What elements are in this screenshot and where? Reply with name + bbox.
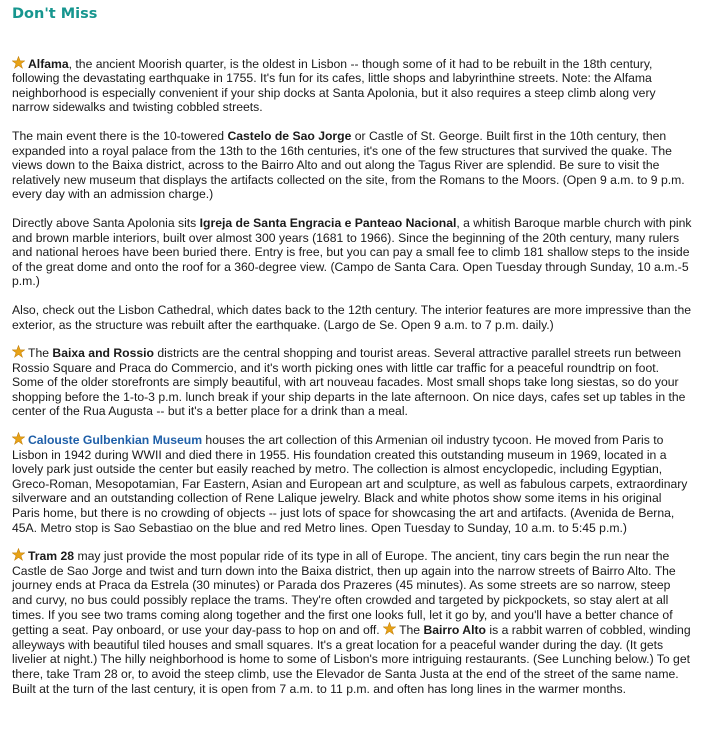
- star-icon: [12, 345, 25, 358]
- tram-paragraph: [12, 548, 692, 696]
- gulbenkian-text: houses the art collection of this Armenian oil industry tycoon. He moved from Paris to Lisbon in 1942 during WWII and died there in 1955. His foundation created this outstanding museum in 1969, located in a lovely park just outside the center but easily reached by metro. The collection is almost encyclopedic, including Egyptian, Greco-Roman, Mesopotamian, Far Eastern, Asian and European art and sculpture, as well as fabulous carpets, extraordinary silverware and an outstanding collection of Rene Lalique jewelry. Black and white photos show some items in his original Paris home, but there is no crowding of objects -- just lots of space for showcasing the art and artifacts. (Avenida de Berna, 45A. Metro stop is Sao Sebastiao on the blue and red Metro lines. Open Tuesday to Sunday, 10 a.m. to 5:45 p.m.): [12, 433, 688, 535]
- section-heading: Don't Miss: [12, 6, 98, 22]
- tram-text: may just provide the most popular ride of its type in all of Europe. The ancient, tiny cars begin the run near the Castle de Sao Jorge and twist and turn down into the Baixa district, then up again into the narrow streets of Bairro Alto. The journey ends at Praca da Estrela (30 minutes) or Parada dos Prazeres (45 minutes). As some streets are so narrow, steep and curvy, no bus could possibly replace the trams. They're often crowded and targeted by pickpockets, so stay alert at all times. If you see two trams coming along together and the first one looks full, let it go by, and you'll have a better chance of getting a seat. Pay onboard, or use your day-pass to hop on and off.: [12, 549, 676, 638]
- church-text-after: , a whitish Baroque marble church with pink and brown marble interiors, built over almost 300 years (1681 to 1966). Since the beginning of the 20th century, many rulers and national heroes have been buried there. Entry is free, but you can pay a small fee to climb 181 shallow steps to the inside of the great dome and onto the roof for a 360-degree view. (Campo de Santa Cara. Open Tuesday through Sunday, 10 a.m.-5 p.m.): [12, 215, 692, 289]
- baixa-text-before: The: [28, 346, 53, 361]
- gulbenkian-paragraph: [12, 432, 692, 535]
- star-icon: [12, 548, 25, 561]
- church-text-before: Directly above Santa Apolonia sits: [12, 215, 200, 230]
- church-name: Igreja de Santa Engracia e Panteao Nacional: [199, 215, 457, 230]
- castle-text-after: or Castle of St. George. Built first in the 10th century, then expanded into a royal palace from the 13th to the 16th centuries, it's one of the few structures that survived the quake. The views down to the Baixa district, across to the Bairro Alto and out along the Tagus River are splendid. Be sure to visit the relatively new museum that displays the artifacts collected on the site, from the Romans to the Moors. (Open 9 a.m. to 9 p.m. every day with an admission charge.): [12, 128, 685, 202]
- star-icon: [12, 432, 25, 445]
- alfama-paragraph: [12, 56, 692, 115]
- gulbenkian-link[interactable]: Calouste Gulbenkian Museum: [28, 433, 203, 448]
- bairro-name: Bairro Alto: [423, 623, 486, 638]
- castle-name: Castelo de Sao Jorge: [227, 128, 352, 143]
- tram-name: Tram 28: [28, 549, 75, 564]
- baixa-text: districts are the central shopping and tourist areas. Several attractive parallel streets run between Rossio Square and Praca do Commercio, and it's worth picking ones with little car traffic for a peaceful roundtrip on foot. Some of the older storefronts are simply beautiful, with art nouveau facades. Most small shops take long siestas, so do your shopping before the 1-to-3 p.m. lunch break if your ship departs in the late afternoon. On nice days, cafes set up tables in the center of the Rua Augusta -- but it's a better place for a drink than a meal.: [12, 346, 686, 419]
- baixa-name: Baixa and Rossio: [52, 346, 154, 361]
- alfama-text: , the ancient Moorish quarter, is the oldest in Lisbon -- though some of it had to be rebuilt in the 18th century, following the devastating earthquake in 1755. It's fun for its cafes, little shops and labyrinthine streets. Note: the Alfama neighborhood is especially convenient if your ship docks at Santa Apolonia, but it also requires a steep climb along very narrow sidewalks and twisting cobbled streets.: [12, 56, 656, 115]
- church-paragraph: [12, 216, 692, 289]
- star-icon: [383, 622, 396, 635]
- baixa-paragraph: [12, 345, 692, 419]
- castle-text-before: The main event there is the 10-towered: [12, 128, 228, 143]
- cathedral-paragraph: Also, check out the Lisbon Cathedral, which dates back to the 12th century. The interior features are more impressive than the exterior, as the structure was rebuilt after the earthquake. (Largo de Se. Open 9 a.m. to 7 p.m. daily.): [12, 302, 692, 332]
- star-icon: [12, 56, 25, 69]
- bairro-text: is a rabbit warren of cobbled, winding alleyways with beautiful tiled houses and small squares. It's a great location for a peaceful wander during the day. (It gets livelier at night.) The hilly neighborhood is home to some of Lisbon's more intriguing restaurants. (See Lunching below.) To get there, take Tram 28 or, to avoid the steep climb, use the Elevador de Santa Justa at the end of the street of the same name. Built at the turn of the last century, it is open from 7 a.m. to 11 p.m. and often has long lines in the warmer months.: [12, 623, 691, 696]
- castle-paragraph: [12, 129, 692, 202]
- alfama-name: Alfama: [28, 56, 69, 71]
- bairro-text-before: The: [399, 623, 424, 638]
